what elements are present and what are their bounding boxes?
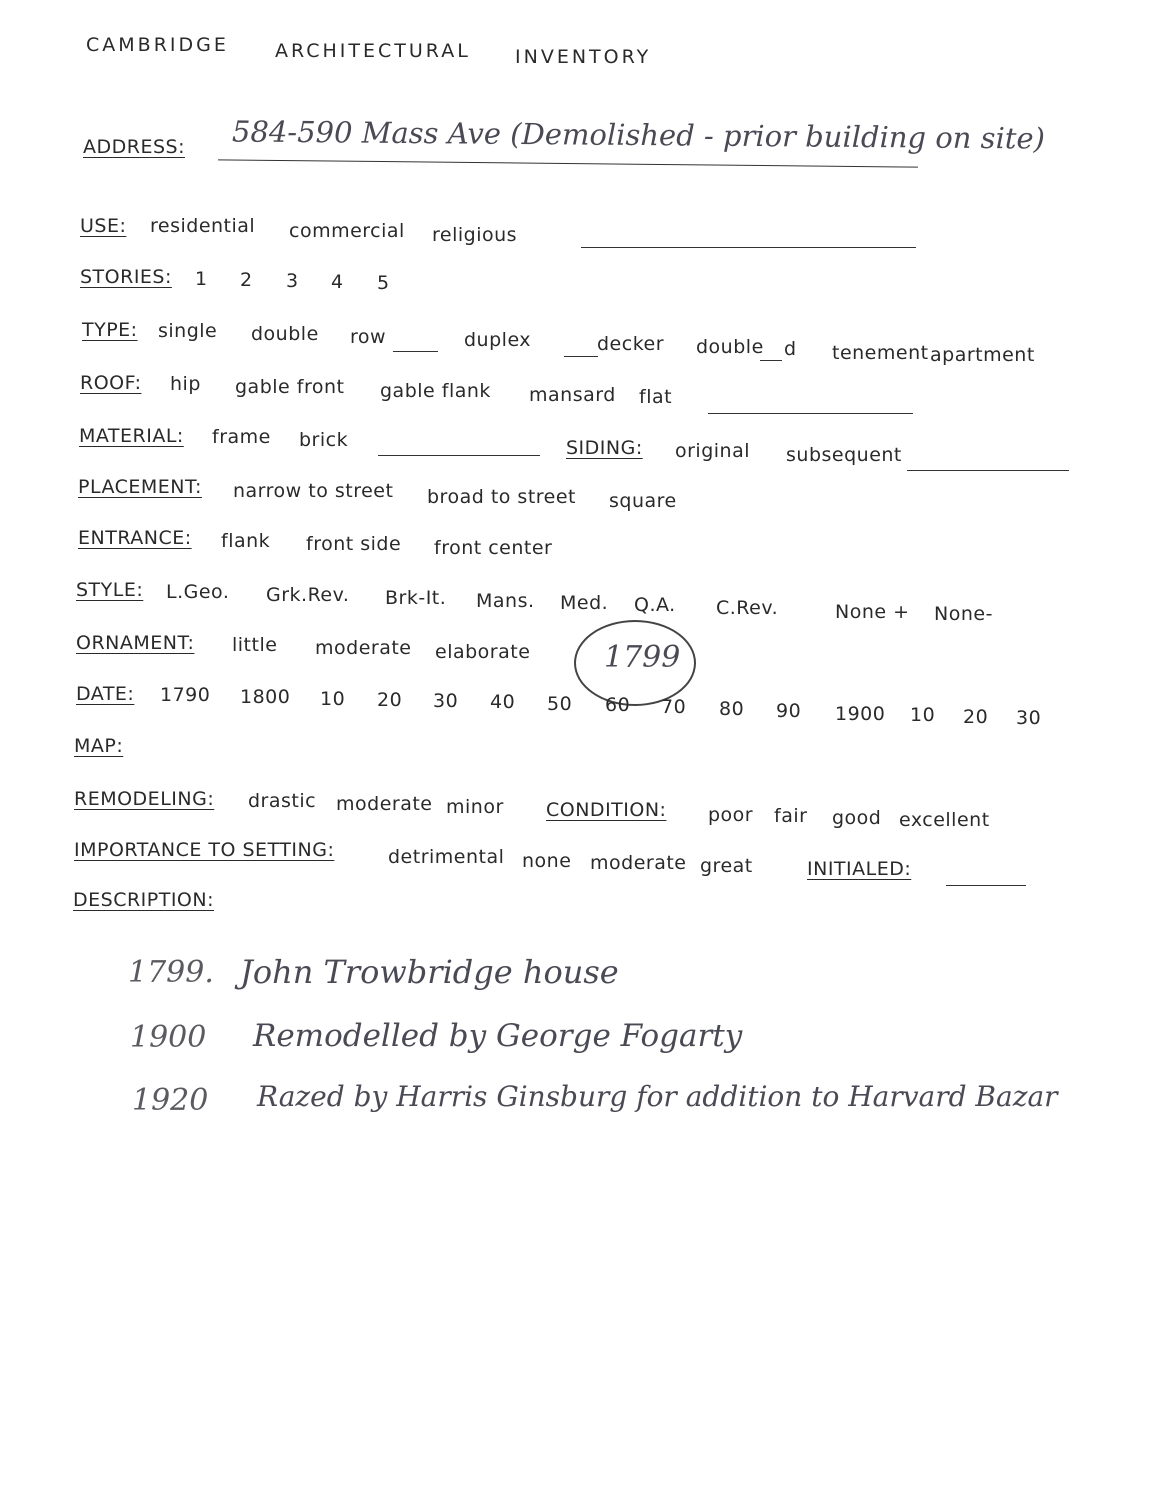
- roof-option-hip: hip: [170, 373, 201, 395]
- date-option-70: 70: [661, 696, 687, 718]
- material-label: MATERIAL:: [79, 425, 184, 447]
- initialed-label: INITIALED:: [807, 858, 912, 880]
- material-other-line: [378, 455, 540, 456]
- remodeling-option-drastic: drastic: [248, 790, 317, 812]
- siding-option-subsequent: subsequent: [786, 444, 902, 466]
- material-option-frame: frame: [212, 426, 271, 448]
- use-option-religious: religious: [432, 224, 518, 246]
- type-option-row: row: [350, 326, 387, 348]
- punch-hole-mark: [0, 160, 8, 190]
- date-option-1910: 10: [910, 704, 936, 726]
- style-option-brk-it: Brk-It.: [385, 587, 447, 609]
- style-option-q-a: Q.A.: [634, 594, 676, 616]
- type-label: TYPE:: [82, 319, 138, 341]
- style-label: STYLE:: [76, 579, 144, 601]
- description-entry-1-year: 1799.: [128, 955, 214, 990]
- date-option-40: 40: [490, 691, 516, 713]
- importance-option-great: great: [700, 855, 753, 877]
- siding-other-line: [907, 470, 1069, 471]
- importance-option-none: none: [522, 850, 572, 872]
- style-option-grk-rev: Grk.Rev.: [266, 584, 350, 606]
- type-double-decker-line: [760, 360, 782, 361]
- type-decker-line: [564, 356, 598, 357]
- placement-label: PLACEMENT:: [78, 476, 202, 498]
- ornament-option-little: little: [232, 634, 278, 656]
- date-label: DATE:: [76, 683, 135, 705]
- address-handwritten-value: 584-590 Mass Ave (Demolished - prior building on site): [231, 114, 1046, 156]
- type-option-double-decker: double: [696, 336, 764, 358]
- style-option-none-plus: None +: [835, 601, 910, 623]
- remodeling-label: REMODELING:: [74, 788, 215, 810]
- entrance-label: ENTRANCE:: [78, 527, 192, 549]
- handwritten-date-1799: 1799: [604, 640, 681, 675]
- placement-option-square: square: [609, 490, 677, 512]
- roof-option-gable-front: gable front: [235, 376, 345, 398]
- entrance-option-flank: flank: [221, 530, 271, 552]
- importance-option-detrimental: detrimental: [388, 846, 505, 868]
- form-title-inventory: INVENTORY: [515, 46, 652, 68]
- use-option-residential: residential: [150, 215, 256, 237]
- siding-label: SIDING:: [566, 437, 643, 459]
- placement-option-narrow: narrow to street: [233, 480, 394, 502]
- entrance-option-front-center: front center: [434, 537, 553, 559]
- roof-option-flat: flat: [639, 386, 673, 408]
- style-option-l-geo: L.Geo.: [166, 581, 230, 603]
- type-option-double: double: [251, 323, 319, 345]
- condition-option-excellent: excellent: [899, 809, 990, 831]
- condition-option-poor: poor: [708, 804, 754, 826]
- style-option-med: Med.: [560, 592, 609, 614]
- entrance-option-front-side: front side: [306, 533, 402, 555]
- date-option-1930: 30: [1016, 707, 1042, 729]
- style-option-mans: Mans.: [476, 590, 535, 612]
- stories-label: STORIES:: [80, 266, 172, 288]
- stories-option-4: 4: [331, 271, 344, 293]
- date-option-90: 90: [776, 700, 802, 722]
- ornament-option-moderate: moderate: [315, 637, 412, 659]
- type-option-duplex: duplex: [464, 329, 532, 351]
- stories-option-3: 3: [286, 270, 299, 292]
- use-option-commercial: commercial: [289, 220, 405, 242]
- roof-option-gable-flank: gable flank: [380, 380, 491, 402]
- importance-label: IMPORTANCE TO SETTING:: [74, 839, 335, 861]
- style-option-none-minus: None-: [934, 603, 993, 625]
- description-entry-3-year: 1920: [132, 1083, 209, 1118]
- placement-option-broad: broad to street: [427, 486, 577, 508]
- ornament-option-elaborate: elaborate: [435, 641, 531, 663]
- address-line: [218, 159, 918, 167]
- description-entry-2-year: 1900: [130, 1020, 207, 1055]
- type-option-single: single: [158, 320, 218, 342]
- form-title-cambridge: CAMBRIDGE: [86, 34, 229, 56]
- address-label: ADDRESS:: [83, 136, 185, 158]
- condition-label: CONDITION:: [546, 799, 667, 821]
- stories-option-1: 1: [195, 268, 208, 290]
- description-entry-2-text: Remodelled by George Fogarty: [253, 1018, 743, 1054]
- roof-label: ROOF:: [80, 372, 142, 394]
- type-option-decker: decker: [597, 333, 665, 355]
- roof-option-mansard: mansard: [529, 384, 616, 406]
- roof-other-line: [708, 413, 913, 414]
- stories-option-2: 2: [240, 269, 253, 291]
- style-option-c-rev: C.Rev.: [716, 597, 779, 619]
- date-option-20: 20: [377, 689, 403, 711]
- initialed-line: [946, 885, 1026, 886]
- ornament-label: ORNAMENT:: [76, 632, 195, 654]
- date-option-60: 60: [605, 694, 631, 716]
- date-option-1800: 1800: [240, 686, 291, 708]
- use-other-line: [581, 247, 916, 248]
- use-label: USE:: [80, 215, 127, 237]
- condition-option-fair: fair: [774, 805, 808, 827]
- date-option-50: 50: [547, 693, 573, 715]
- siding-option-original: original: [675, 440, 751, 462]
- date-option-30: 30: [433, 690, 459, 712]
- material-option-brick: brick: [299, 429, 349, 451]
- description-label: DESCRIPTION:: [73, 889, 215, 911]
- map-label: MAP:: [74, 735, 124, 757]
- condition-option-good: good: [832, 807, 882, 829]
- remodeling-option-moderate: moderate: [336, 793, 433, 815]
- stories-option-5: 5: [377, 272, 390, 294]
- type-option-d: d: [784, 338, 797, 360]
- type-row-line: [393, 351, 438, 352]
- importance-option-moderate: moderate: [590, 852, 687, 874]
- date-option-1920: 20: [963, 706, 989, 728]
- date-option-10: 10: [320, 688, 346, 710]
- description-entry-3-text: Razed by Harris Ginsburg for addition to Harvard Bazar: [257, 1080, 1058, 1113]
- remodeling-option-minor: minor: [446, 796, 504, 818]
- type-option-apartment: apartment: [930, 344, 1035, 366]
- form-title-architectural: ARCHITECTURAL: [275, 40, 471, 62]
- date-option-1790: 1790: [160, 684, 211, 706]
- date-option-80: 80: [719, 698, 745, 720]
- type-option-tenement: tenement: [832, 342, 929, 364]
- date-option-1900: 1900: [835, 703, 886, 725]
- description-entry-1-text: John Trowbridge house: [240, 953, 619, 991]
